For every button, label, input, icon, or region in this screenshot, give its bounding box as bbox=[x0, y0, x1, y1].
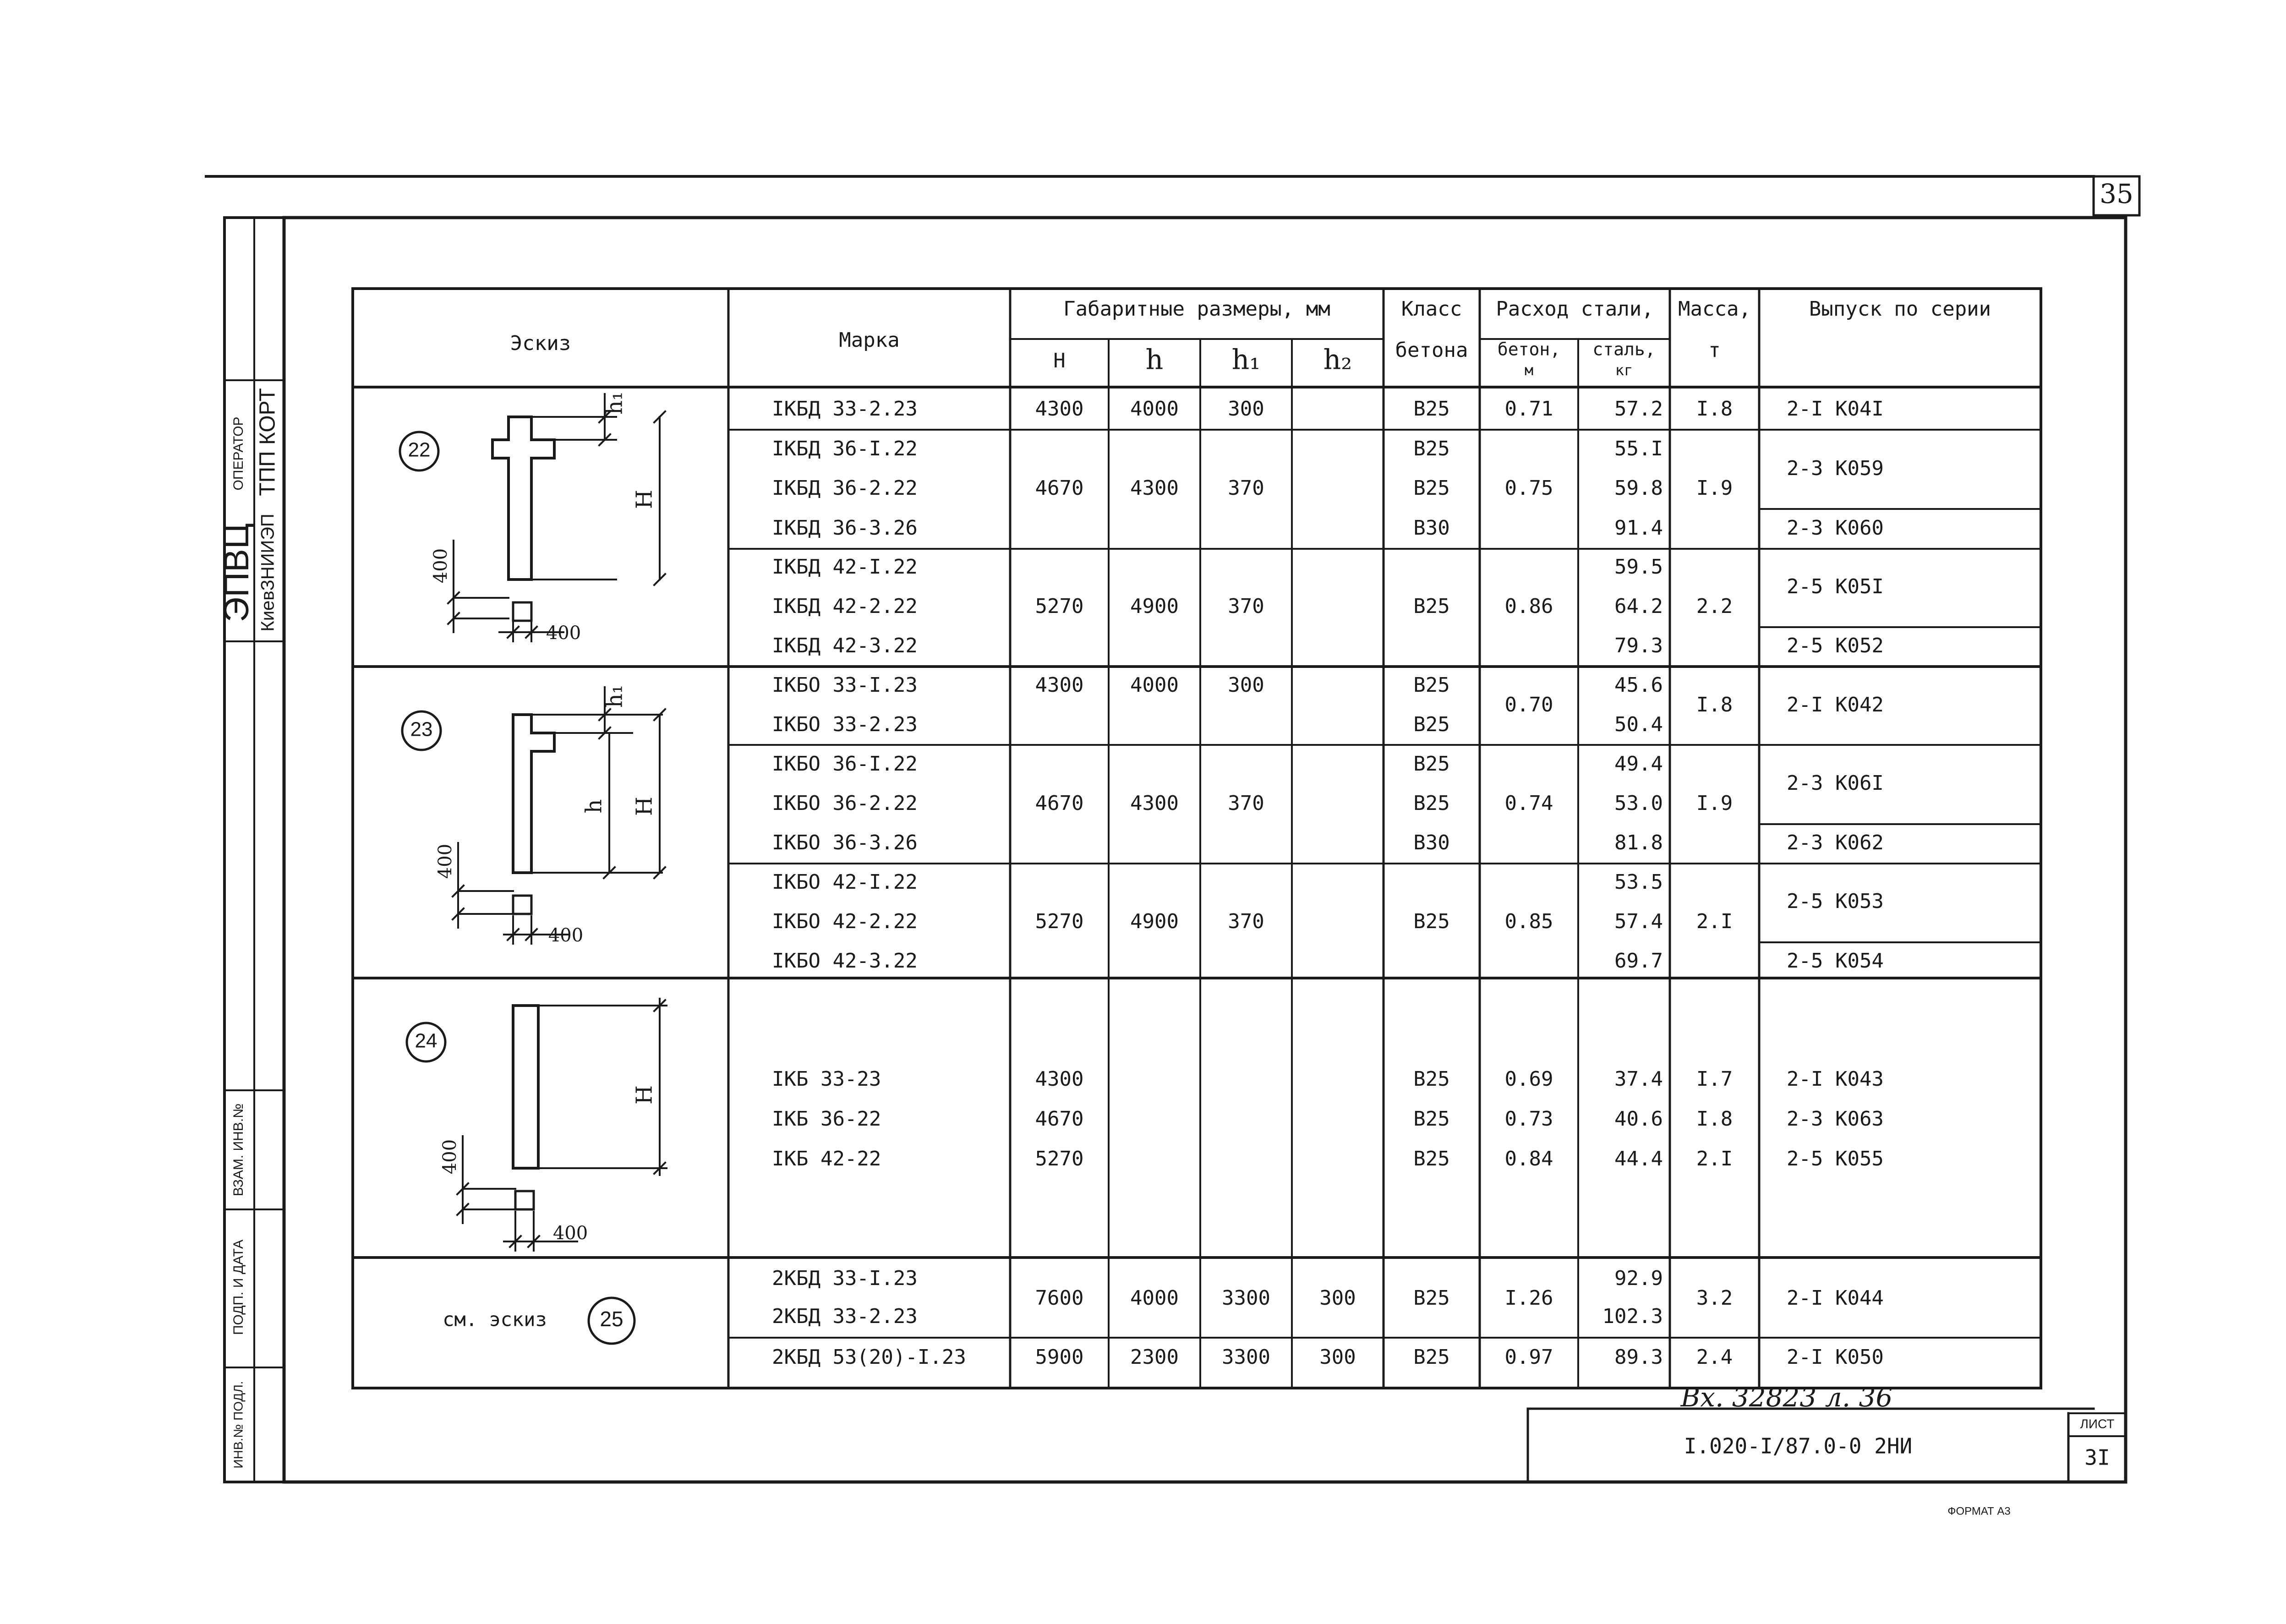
see-sketch-label: см. эскиз bbox=[443, 1308, 547, 1331]
vypusk-cell: 2-3 К063 bbox=[1787, 1107, 1884, 1131]
marka-cell: IКБ 36-22 bbox=[772, 1107, 881, 1131]
beton-cell: 0.84 bbox=[1504, 1147, 1553, 1170]
page-number: 35 bbox=[2100, 178, 2133, 210]
operator-label: ОПЕРАТОР bbox=[230, 416, 246, 491]
stal-cell: 64.2 bbox=[1614, 595, 1663, 618]
h1-cell: 370 bbox=[1228, 910, 1264, 933]
H-cell: 5900 bbox=[1035, 1345, 1084, 1369]
H-cell: 5270 bbox=[1035, 595, 1084, 618]
massa-cell: I.9 bbox=[1696, 476, 1733, 500]
stal-cell: 92.9 bbox=[1614, 1267, 1663, 1290]
h-cell: 4300 bbox=[1130, 476, 1179, 500]
stal-cell: 59.5 bbox=[1614, 555, 1663, 579]
header-klass: Класс bbox=[1401, 297, 1462, 321]
marka-cell: IКБО 36-2.22 bbox=[772, 792, 918, 815]
doc-code: I.020-I/87.0-0 2НИ bbox=[1684, 1433, 1913, 1459]
stal-cell: 37.4 bbox=[1614, 1067, 1663, 1091]
klass-cell: В25 bbox=[1413, 1286, 1450, 1310]
marka-cell: IКБО 42-I.22 bbox=[772, 870, 918, 894]
stal-cell: 69.7 bbox=[1614, 949, 1663, 973]
header-beton-unit: м bbox=[1524, 361, 1534, 379]
vypusk-cell: 2-5 К054 bbox=[1787, 949, 1884, 973]
ttp-label: ТПП КОРТ bbox=[255, 388, 280, 496]
dim-h-label: h bbox=[581, 799, 607, 814]
klass-cell: В25 bbox=[1413, 792, 1450, 815]
stal-cell: 59.8 bbox=[1614, 476, 1663, 500]
H-cell: 4300 bbox=[1035, 1067, 1084, 1091]
sheet-number: 3I bbox=[2084, 1445, 2110, 1470]
column-24-section bbox=[515, 1191, 534, 1209]
stal-cell: 79.3 bbox=[1614, 634, 1663, 657]
stal-cell: 55.I bbox=[1614, 437, 1663, 460]
massa-cell: I.9 bbox=[1696, 792, 1733, 815]
massa-cell: 2.I bbox=[1696, 1147, 1733, 1170]
stal-cell: 53.5 bbox=[1614, 870, 1663, 894]
vypusk-cell: 2-I К043 bbox=[1787, 1067, 1884, 1091]
marka-cell: IКБД 33-2.23 bbox=[772, 397, 918, 421]
header-gabarit: Габаритные размеры, мм bbox=[1063, 297, 1330, 321]
h1-cell: 370 bbox=[1228, 476, 1264, 500]
H-cell: 4670 bbox=[1035, 476, 1084, 500]
stal-cell: 40.6 bbox=[1614, 1107, 1663, 1131]
header-stal-unit: кг bbox=[1615, 361, 1633, 379]
H-cell: 5270 bbox=[1035, 910, 1084, 933]
header-vypusk: Выпуск по серии bbox=[1809, 297, 1991, 321]
header-massa: Масса, bbox=[1678, 297, 1751, 321]
vypusk-cell: 2-3 К059 bbox=[1787, 457, 1884, 480]
h1-cell: 300 bbox=[1228, 397, 1264, 421]
dim-400-label: 400 bbox=[435, 843, 456, 879]
marka-cell: IКБО 33-2.23 bbox=[772, 713, 918, 736]
column-22-outline bbox=[492, 417, 554, 580]
marka-cell: 2КБД 33-I.23 bbox=[772, 1267, 918, 1290]
header-massa-2: т bbox=[1708, 339, 1721, 362]
vypusk-cell: 2-3 К062 bbox=[1787, 831, 1884, 854]
stal-cell: 53.0 bbox=[1614, 792, 1663, 815]
stal-cell: 81.8 bbox=[1614, 831, 1663, 854]
vypusk-cell: 2-5 К055 bbox=[1787, 1147, 1884, 1170]
h1-cell: 370 bbox=[1228, 792, 1264, 815]
callout-number: 22 bbox=[408, 438, 431, 461]
beton-cell: I.26 bbox=[1504, 1286, 1553, 1310]
klass-cell: В25 bbox=[1413, 1147, 1450, 1170]
handwritten-stamp: Вх. 32823 л. 36 bbox=[1680, 1382, 1893, 1413]
marka-cell: IКБД 36-3.26 bbox=[772, 516, 918, 540]
format-label: ФОРМАТ А3 bbox=[1947, 1505, 2011, 1518]
stal-cell: 44.4 bbox=[1614, 1147, 1663, 1170]
stal-cell: 57.4 bbox=[1614, 910, 1663, 933]
h1-cell: 370 bbox=[1228, 595, 1264, 618]
header-h1: h₁ bbox=[1231, 344, 1261, 376]
dim-h1-label: h₁ bbox=[602, 391, 628, 415]
h-cell: 2300 bbox=[1130, 1345, 1179, 1369]
dim-400-label: 400 bbox=[548, 925, 584, 946]
marka-cell: IКБД 42-2.22 bbox=[772, 595, 918, 618]
klass-cell: В25 bbox=[1413, 1067, 1450, 1091]
H-cell: 4300 bbox=[1035, 673, 1084, 697]
klass-cell: В25 bbox=[1413, 752, 1450, 776]
header-eskiz: Эскиз bbox=[510, 332, 571, 355]
H-cell: 4300 bbox=[1035, 397, 1084, 421]
dim-400-label: 400 bbox=[552, 1223, 588, 1244]
marka-cell: 2КБД 53(20)-I.23 bbox=[772, 1345, 966, 1369]
h-cell: 4000 bbox=[1130, 673, 1179, 697]
H-cell: 4670 bbox=[1035, 792, 1084, 815]
stal-cell: 89.3 bbox=[1614, 1345, 1663, 1369]
vypusk-cell: 2-3 К06I bbox=[1787, 771, 1884, 795]
beton-cell: 0.97 bbox=[1504, 1345, 1553, 1369]
vypusk-cell: 2-5 К052 bbox=[1787, 634, 1884, 657]
header-beton: бетон, bbox=[1497, 339, 1561, 360]
header-stal: сталь, bbox=[1592, 339, 1656, 360]
vypusk-cell: 2-3 К060 bbox=[1787, 516, 1884, 540]
sheet-label: ЛИСТ bbox=[2080, 1416, 2115, 1431]
massa-cell: 3.2 bbox=[1696, 1286, 1733, 1310]
beton-cell: 0.74 bbox=[1504, 792, 1553, 815]
marka-cell: IКБО 36-I.22 bbox=[772, 752, 918, 776]
marka-cell: IКБО 42-3.22 bbox=[772, 949, 918, 973]
klass-cell: В25 bbox=[1413, 476, 1450, 500]
massa-cell: 2.4 bbox=[1696, 1345, 1733, 1369]
header-marka: Марка bbox=[839, 328, 900, 352]
klass-cell: В25 bbox=[1413, 910, 1450, 933]
marka-cell: IКБО 36-3.26 bbox=[772, 831, 918, 854]
org-label: ЭПВЦ bbox=[217, 523, 257, 623]
callout-number: 25 bbox=[600, 1307, 623, 1331]
h-cell: 4300 bbox=[1130, 792, 1179, 815]
h2-cell: 300 bbox=[1319, 1345, 1356, 1369]
dim-400-label: 400 bbox=[546, 623, 581, 644]
stal-cell: 102.3 bbox=[1602, 1305, 1663, 1328]
beton-cell: 0.71 bbox=[1504, 397, 1553, 421]
stal-cell: 91.4 bbox=[1614, 516, 1663, 540]
beton-cell: 0.73 bbox=[1504, 1107, 1553, 1131]
massa-cell: I.7 bbox=[1696, 1067, 1733, 1091]
dim-H-label: H bbox=[631, 490, 657, 509]
dim-H-label: H bbox=[631, 1085, 657, 1105]
dim-h1-label: h₁ bbox=[602, 684, 628, 708]
h1-cell: 3300 bbox=[1222, 1345, 1270, 1369]
column-23-outline bbox=[513, 715, 554, 873]
stal-cell: 49.4 bbox=[1614, 752, 1663, 776]
klass-cell: В25 bbox=[1413, 713, 1450, 736]
H-cell: 4670 bbox=[1035, 1107, 1084, 1131]
beton-cell: 0.70 bbox=[1504, 693, 1553, 716]
inv-label: ИНВ.№ ПОДЛ. bbox=[231, 1381, 246, 1469]
klass-cell: В25 bbox=[1413, 397, 1450, 421]
vypusk-cell: 2-I К042 bbox=[1787, 693, 1884, 716]
beton-cell: 0.75 bbox=[1504, 476, 1553, 500]
vypusk-cell: 2-5 К05I bbox=[1787, 575, 1884, 598]
column-24-outline bbox=[513, 1006, 538, 1168]
marka-cell: IКБО 42-2.22 bbox=[772, 910, 918, 933]
column-23-section bbox=[513, 896, 531, 914]
column-22-section bbox=[513, 602, 531, 621]
header-H: H bbox=[1053, 349, 1066, 372]
h2-cell: 300 bbox=[1319, 1286, 1356, 1310]
h-cell: 4000 bbox=[1130, 1286, 1179, 1310]
H-cell: 5270 bbox=[1035, 1147, 1084, 1170]
stal-cell: 45.6 bbox=[1614, 673, 1663, 697]
org-sub-label: КиевЗНИИЭП bbox=[257, 514, 278, 632]
h1-cell: 3300 bbox=[1222, 1286, 1270, 1310]
H-cell: 7600 bbox=[1035, 1286, 1084, 1310]
beton-cell: 0.69 bbox=[1504, 1067, 1553, 1091]
klass-cell: В30 bbox=[1413, 831, 1450, 854]
marka-cell: IКБД 42-I.22 bbox=[772, 555, 918, 579]
marka-cell: IКБД 42-3.22 bbox=[772, 634, 918, 657]
marka-cell: 2КБД 33-2.23 bbox=[772, 1305, 918, 1328]
massa-cell: I.8 bbox=[1696, 1107, 1733, 1131]
marka-cell: IКБО 33-I.23 bbox=[772, 673, 918, 697]
stal-cell: 57.2 bbox=[1614, 397, 1663, 421]
beton-cell: 0.85 bbox=[1504, 910, 1553, 933]
massa-cell: 2.2 bbox=[1696, 595, 1733, 618]
header-h2: h₂ bbox=[1323, 344, 1352, 376]
klass-cell: В30 bbox=[1413, 516, 1450, 540]
klass-cell: В25 bbox=[1413, 595, 1450, 618]
callout-number: 23 bbox=[410, 718, 433, 741]
podp-label: ПОДП. И ДАТА bbox=[230, 1239, 246, 1335]
h-cell: 4900 bbox=[1130, 595, 1179, 618]
h1-cell: 300 bbox=[1228, 673, 1264, 697]
massa-cell: I.8 bbox=[1696, 397, 1733, 421]
callout-number: 24 bbox=[415, 1029, 438, 1052]
h-cell: 4900 bbox=[1130, 910, 1179, 933]
klass-cell: В25 bbox=[1413, 1107, 1450, 1131]
marka-cell: IКБ 42-22 bbox=[772, 1147, 881, 1170]
massa-cell: 2.I bbox=[1696, 910, 1733, 933]
marka-cell: IКБ 33-23 bbox=[772, 1067, 881, 1091]
klass-cell: В25 bbox=[1413, 437, 1450, 460]
marka-cell: IКБД 36-I.22 bbox=[772, 437, 918, 460]
header-h: h bbox=[1145, 344, 1164, 376]
vzam-label: ВЗАМ. ИНВ.№ bbox=[230, 1103, 246, 1197]
stal-cell: 50.4 bbox=[1614, 713, 1663, 736]
header-rashod: Расход стали, bbox=[1496, 297, 1654, 321]
dim-400-label: 400 bbox=[439, 1139, 460, 1175]
dim-400-label: 400 bbox=[430, 548, 451, 584]
vypusk-cell: 2-5 К053 bbox=[1787, 890, 1884, 913]
marka-cell: IКБД 36-2.22 bbox=[772, 476, 918, 500]
vypusk-cell: 2-I К044 bbox=[1787, 1286, 1884, 1310]
vypusk-cell: 2-I К04I bbox=[1787, 397, 1884, 421]
h-cell: 4000 bbox=[1130, 397, 1179, 421]
massa-cell: I.8 bbox=[1696, 693, 1733, 716]
dim-H-label: H bbox=[631, 797, 657, 816]
beton-cell: 0.86 bbox=[1504, 595, 1553, 618]
klass-cell: В25 bbox=[1413, 673, 1450, 697]
header-klass-2: бетона bbox=[1395, 339, 1468, 362]
vypusk-cell: 2-I К050 bbox=[1787, 1345, 1884, 1369]
klass-cell: В25 bbox=[1413, 1345, 1450, 1369]
